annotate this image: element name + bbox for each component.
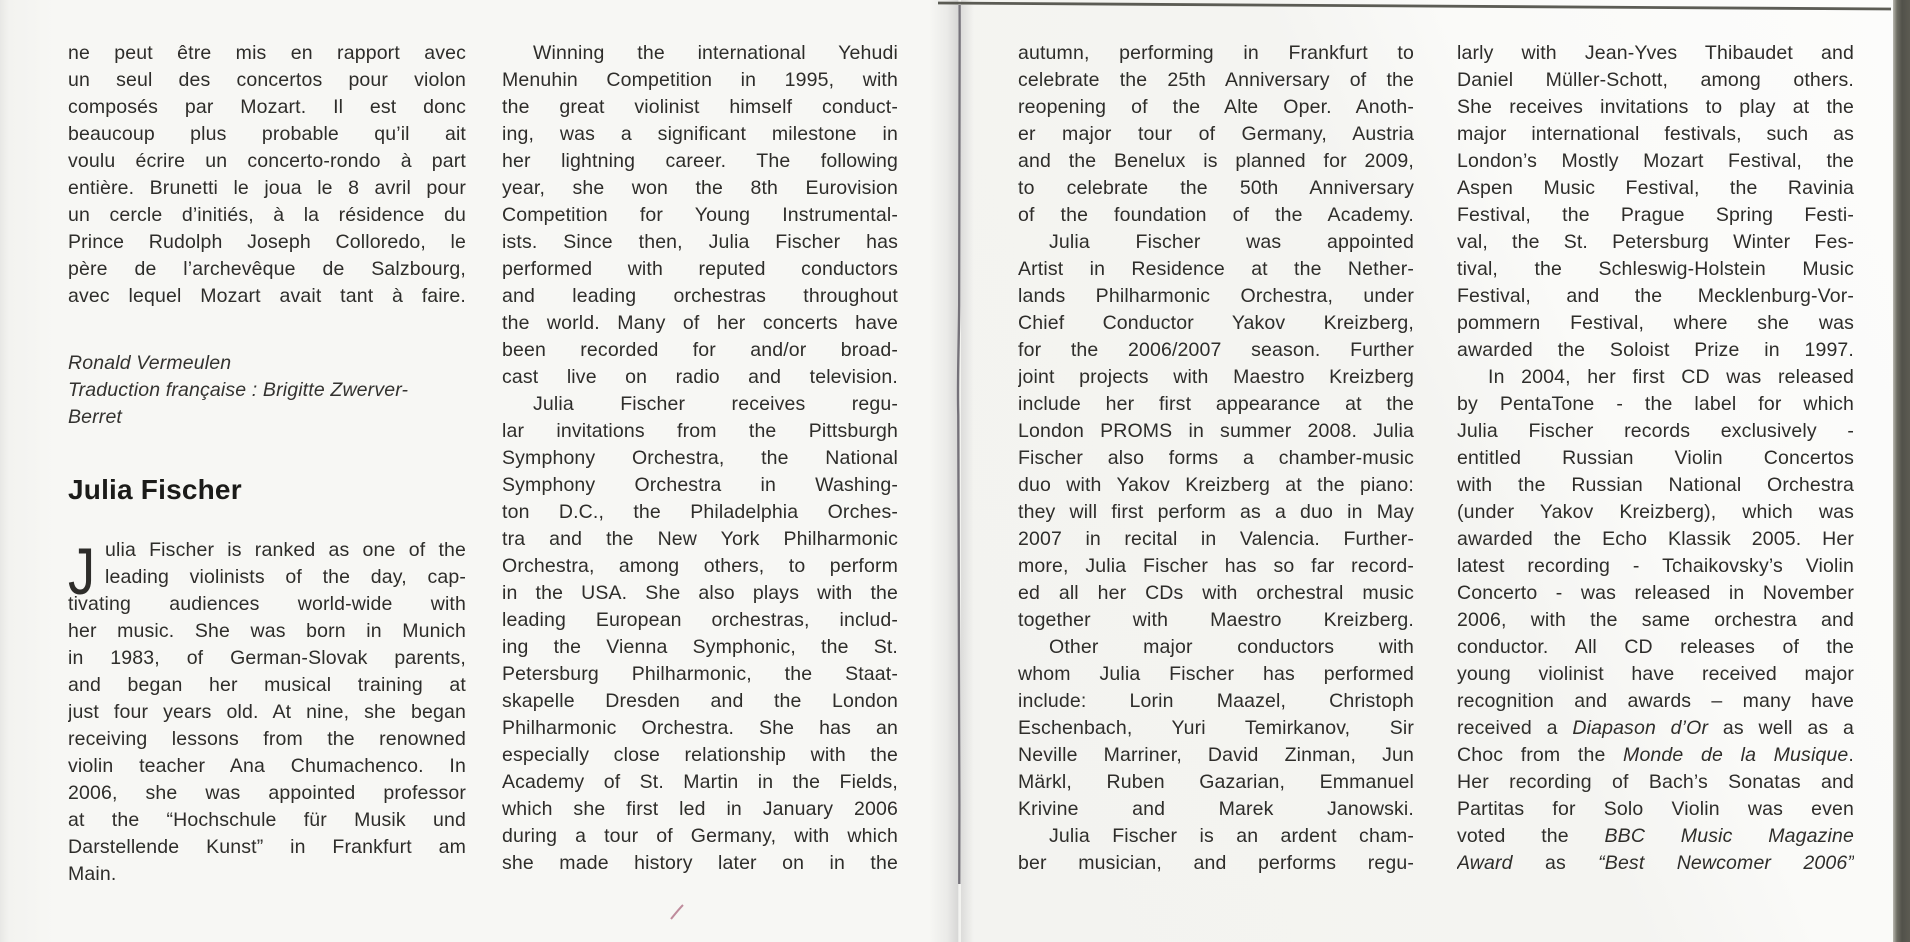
text-segment: major international festivals, such as	[1457, 123, 1854, 145]
text-segment: ton D.C., the Philadelphia Orches-	[502, 501, 898, 523]
text-line	[502, 850, 898, 877]
text-line	[502, 742, 898, 769]
text-segment: just four years old. At nine, she began	[68, 701, 466, 723]
text-line	[1457, 94, 1854, 121]
text-line	[68, 175, 466, 202]
text-line	[1018, 526, 1414, 553]
text-segment: year, she won the 8th Eurovision	[502, 177, 898, 199]
text-segment: pommern Festival, where she was	[1457, 312, 1854, 334]
text-segment: conductor. All CD releases of the	[1457, 636, 1854, 658]
text-line	[68, 283, 466, 310]
text-line	[502, 472, 898, 499]
text-segment: Winning the international Yehudi	[533, 42, 898, 64]
text-segment: lar invitations from the Pittsburgh	[502, 420, 898, 442]
text-segment: during a tour of Germany, with which	[502, 825, 898, 847]
text-line	[68, 753, 466, 780]
text-segment: skapelle Dresden and the London	[502, 690, 898, 712]
text-segment: Petersburg Philharmonic, the Staat-	[502, 663, 898, 685]
text-line	[1018, 202, 1414, 229]
text-segment: Festival, the Prague Spring Festi-	[1457, 204, 1854, 226]
text-line	[502, 580, 898, 607]
drop-cap: J	[68, 535, 96, 609]
text-segment: entitled Russian Violin Concertos	[1457, 447, 1854, 469]
text-segment: Darstellende Kunst” in Frankfurt am	[68, 836, 466, 858]
text-segment: Julia Fischer	[68, 474, 242, 505]
text-segment: leading European orchestras, includ-	[502, 609, 898, 631]
text-segment: ists. Since then, Julia Fischer has	[502, 231, 898, 253]
text-line	[502, 40, 898, 67]
text-segment: latest recording - Tchaikovsky’s Violin	[1457, 555, 1854, 577]
text-line	[1457, 742, 1854, 769]
text-segment: Partitas for Solo Violin was even	[1457, 798, 1854, 820]
text-line	[1018, 256, 1414, 283]
text-line	[1457, 283, 1854, 310]
text-segment: Artist in Residence at the Nether-	[1018, 258, 1414, 280]
text-segment: tival, the Schleswig-Holstein Music	[1457, 258, 1854, 280]
text-segment: Main.	[68, 863, 117, 885]
text-segment: with the Russian National Orchestra	[1457, 474, 1854, 496]
text-line	[502, 337, 898, 364]
text-segment: Festival, and the Mecklenburg-Vor-	[1457, 285, 1854, 307]
text-segment: Concerto - was released in November	[1457, 582, 1854, 604]
text-line	[1018, 121, 1414, 148]
text-line	[502, 94, 898, 121]
text-line	[502, 175, 898, 202]
text-line	[1457, 634, 1854, 661]
text-segment: duo with Yakov Kreizberg at the piano:	[1018, 474, 1414, 496]
text-segment: tivating audiences world-wide with	[68, 593, 466, 615]
text-segment: in the USA. She also plays with the	[502, 582, 898, 604]
italic-text: Award	[1457, 852, 1513, 874]
text-line	[1457, 607, 1854, 634]
text-segment: performed with reputed conductors	[502, 258, 898, 280]
text-column-2	[502, 40, 898, 877]
text-segment: Other major conductors with	[1049, 636, 1414, 658]
text-line	[68, 474, 466, 506]
text-line	[68, 537, 466, 564]
text-line	[68, 256, 466, 283]
text-line	[502, 229, 898, 256]
text-line	[1457, 418, 1854, 445]
text-segment: val, the St. Petersburg Winter Fes-	[1457, 231, 1854, 253]
text-line	[1018, 688, 1414, 715]
text-line	[68, 645, 466, 672]
text-segment: Fischer also forms a chamber-music	[1018, 447, 1414, 469]
text-line	[1018, 769, 1414, 796]
text-line	[502, 418, 898, 445]
text-line	[1018, 634, 1414, 661]
text-segment: tra and the New York Philharmonic	[502, 528, 898, 550]
text-segment: London’s Mostly Mozart Festival, the	[1457, 150, 1854, 172]
text-line	[1457, 121, 1854, 148]
paragraph	[1457, 40, 1854, 364]
text-segment: entière. Brunetti le joua le 8 avril pour	[68, 177, 466, 199]
text-segment: Daniel Müller-Schott, among others.	[1457, 69, 1854, 91]
text-column-3	[1018, 40, 1414, 877]
text-segment: for the 2006/2007 season. Further	[1018, 339, 1414, 361]
text-segment: include her first appearance at the	[1018, 393, 1414, 415]
text-line	[1018, 796, 1414, 823]
text-segment: as well as a	[1708, 717, 1854, 739]
text-line	[1018, 229, 1414, 256]
text-segment: Märkl, Ruben Gazarian, Emmanuel	[1018, 771, 1414, 793]
italic-text: “Best Newcomer 2006”	[1598, 852, 1854, 874]
text-segment: her lightning career. The following	[502, 150, 898, 172]
text-segment: In 2004, her first CD was released	[1488, 366, 1854, 388]
text-line	[68, 591, 466, 618]
text-line	[1457, 823, 1854, 850]
text-line	[502, 283, 898, 310]
text-segment: they will first perform as a duo in May	[1018, 501, 1414, 523]
text-line	[502, 715, 898, 742]
text-line	[1018, 823, 1414, 850]
text-line	[1018, 364, 1414, 391]
text-line	[1457, 391, 1854, 418]
text-line	[1457, 796, 1854, 823]
text-line	[502, 121, 898, 148]
text-segment: especially close relationship with the	[502, 744, 898, 766]
text-line	[1457, 148, 1854, 175]
scan-edge-right	[1893, 0, 1910, 942]
text-line	[1457, 40, 1854, 67]
text-segment: her music. She was born in Munich	[68, 620, 466, 642]
paragraph	[68, 537, 466, 888]
text-line	[68, 861, 466, 888]
text-line	[1457, 769, 1854, 796]
text-line	[1457, 67, 1854, 94]
text-segment: and leading orchestras throughout	[502, 285, 898, 307]
text-segment: which she first led in January 2006	[502, 798, 898, 820]
text-line	[1457, 202, 1854, 229]
paragraph	[68, 350, 466, 431]
text-segment: Prince Rudolph Joseph Colloredo, le	[68, 231, 466, 253]
text-segment: larly with Jean-Yves Thibaudet and	[1457, 42, 1854, 64]
text-segment: include: Lorin Maazel, Christoph	[1018, 690, 1414, 712]
paragraph	[1018, 823, 1414, 877]
text-line	[68, 121, 466, 148]
text-segment: celebrate the 25th Anniversary of the	[1018, 69, 1414, 91]
text-segment: at the “Hochschule für Musik und	[68, 809, 466, 831]
text-segment: of the foundation of the Academy.	[1018, 204, 1414, 226]
text-segment: Julia Fischer was appointed	[1049, 231, 1414, 253]
text-line	[1457, 337, 1854, 364]
text-segment: whom Julia Fischer has performed	[1018, 663, 1414, 685]
text-line	[68, 699, 466, 726]
text-line	[1018, 742, 1414, 769]
text-line	[502, 364, 898, 391]
text-segment: Orchestra, among others, to perform	[502, 555, 898, 577]
text-segment: young violinist have received major	[1457, 663, 1854, 685]
text-line	[1018, 553, 1414, 580]
text-segment: Her recording of Bach’s Sonatas and	[1457, 771, 1854, 793]
text-segment: Berret	[68, 406, 123, 428]
paragraph	[1018, 229, 1414, 634]
text-segment: voulu écrire un concerto-rondo à part	[68, 150, 466, 172]
text-line	[1018, 445, 1414, 472]
text-segment: Julia Fischer receives regu-	[533, 393, 898, 415]
text-line	[68, 350, 466, 377]
text-line	[68, 229, 466, 256]
text-segment: Neville Marriner, David Zinman, Jun	[1018, 744, 1414, 766]
text-segment: London PROMS in summer 2008. Julia	[1018, 420, 1414, 442]
paragraph	[1018, 40, 1414, 229]
text-line	[502, 823, 898, 850]
text-line	[68, 94, 466, 121]
text-segment: Chief Conductor Yakov Kreizberg,	[1018, 312, 1414, 334]
text-segment: ne peut être mis en rapport avec	[68, 42, 466, 64]
text-segment: recognition and awards – many have	[1457, 690, 1854, 712]
text-line	[1457, 688, 1854, 715]
text-line	[1457, 850, 1854, 877]
text-line	[1018, 67, 1414, 94]
text-line	[502, 67, 898, 94]
text-segment: violin teacher Ana Chumachenco. In	[68, 755, 466, 777]
text-segment: père de l’archevêque de Salzbourg,	[68, 258, 466, 280]
text-line	[1018, 283, 1414, 310]
text-line	[502, 634, 898, 661]
text-line	[1018, 661, 1414, 688]
text-segment: and began her musical training at	[68, 674, 466, 696]
text-segment: the great violinist himself conduct-	[502, 96, 898, 118]
text-line	[502, 148, 898, 175]
text-segment: Krivine and Marek Janowski.	[1018, 798, 1414, 820]
text-segment: lands Philharmonic Orchestra, under	[1018, 285, 1414, 307]
text-segment: been recorded for and/or broad-	[502, 339, 898, 361]
text-line	[68, 377, 466, 404]
text-line	[502, 445, 898, 472]
text-segment: received a	[1457, 717, 1573, 739]
text-line	[68, 807, 466, 834]
text-segment: Eschenbach, Yuri Temirkanov, Sir	[1018, 717, 1414, 739]
text-line	[1018, 175, 1414, 202]
paragraph	[502, 40, 898, 391]
text-line	[1018, 94, 1414, 121]
text-segment: the world. Many of her concerts have	[502, 312, 898, 334]
text-line	[68, 40, 466, 67]
text-segment: more, Julia Fischer has so far record-	[1018, 555, 1414, 577]
text-segment: cast live on radio and television.	[502, 366, 898, 388]
text-line	[1018, 715, 1414, 742]
text-segment: reopening of the Alte Oper. Anoth-	[1018, 96, 1414, 118]
text-segment: Aspen Music Festival, the Ravinia	[1457, 177, 1854, 199]
text-line	[1457, 580, 1854, 607]
text-line	[502, 607, 898, 634]
text-segment: ber musician, and performs regu-	[1018, 852, 1414, 874]
text-line	[502, 202, 898, 229]
text-segment: Ronald Vermeulen	[68, 352, 232, 374]
text-line	[1018, 850, 1414, 877]
text-segment: .	[1848, 744, 1854, 766]
text-line	[1018, 499, 1414, 526]
text-segment: Philharmonic Orchestra. She has an	[502, 717, 898, 739]
text-segment: 2007 in recital in Valencia. Further-	[1018, 528, 1414, 550]
text-line	[502, 553, 898, 580]
text-line	[502, 688, 898, 715]
text-segment: 2006, with the same orchestra and	[1457, 609, 1854, 631]
text-segment: Traduction française : Brigitte Zwerver-	[68, 379, 409, 401]
text-line	[1457, 661, 1854, 688]
text-line	[68, 618, 466, 645]
text-segment: composés par Mozart. Il est donc	[68, 96, 466, 118]
text-segment: un cercle d’initiés, à la résidence du	[68, 204, 466, 226]
text-line	[1457, 445, 1854, 472]
text-segment: Julia Fischer records exclusively -	[1457, 420, 1854, 442]
text-line	[1018, 391, 1414, 418]
text-line	[1457, 229, 1854, 256]
text-line	[502, 391, 898, 418]
text-line	[68, 404, 466, 431]
text-line	[1457, 364, 1854, 391]
text-line	[68, 564, 466, 591]
text-line	[1018, 148, 1414, 175]
text-segment: and the Benelux is planned for 2009,	[1018, 150, 1414, 172]
text-line	[1457, 553, 1854, 580]
text-line	[1457, 175, 1854, 202]
text-segment: Julia Fischer is an ardent cham-	[1049, 825, 1414, 847]
text-line	[1018, 472, 1414, 499]
paragraph	[1018, 634, 1414, 823]
text-segment: Symphony Orchestra in Washing-	[502, 474, 898, 496]
text-line	[68, 67, 466, 94]
text-line	[1457, 472, 1854, 499]
text-line	[502, 310, 898, 337]
text-segment: ulia Fischer is ranked as one of the	[105, 539, 466, 561]
text-segment: ed all her CDs with orchestral music	[1018, 582, 1414, 604]
text-line	[502, 256, 898, 283]
paragraph	[502, 391, 898, 877]
text-line	[502, 769, 898, 796]
text-segment: awarded the Echo Klassik 2005. Her	[1457, 528, 1854, 550]
text-line	[502, 526, 898, 553]
text-segment: receiving lessons from the renowned	[68, 728, 466, 750]
text-segment: (under Yakov Kreizberg), which was	[1457, 501, 1854, 523]
text-segment: un seul des concertos pour violon	[68, 69, 466, 91]
text-line	[68, 672, 466, 699]
text-segment: Menuhin Competition in 1995, with	[502, 69, 898, 91]
text-segment: awarded the Soloist Prize in 1997.	[1457, 339, 1854, 361]
text-segment: beaucoup plus probable qu’il ait	[68, 123, 466, 145]
text-segment: leading violinists of the day, cap-	[105, 566, 466, 588]
text-line	[1018, 607, 1414, 634]
text-segment: by PentaTone - the label for which	[1457, 393, 1854, 415]
text-segment: to celebrate the 50th Anniversary	[1018, 177, 1414, 199]
text-line	[1018, 337, 1414, 364]
text-line	[1018, 418, 1414, 445]
text-segment: together with Maestro Kreizberg.	[1018, 609, 1414, 631]
text-segment: Competition for Young Instrumental-	[502, 204, 898, 226]
italic-text: Monde de la Musique	[1623, 744, 1849, 766]
text-column-4	[1457, 40, 1854, 877]
text-segment: she made history later on in the	[502, 852, 898, 874]
text-segment: 2006, she was appointed professor	[68, 782, 466, 804]
text-line	[1018, 310, 1414, 337]
text-line	[68, 834, 466, 861]
text-segment: Choc from the	[1457, 744, 1624, 766]
text-column-1	[68, 40, 466, 888]
text-line	[1018, 40, 1414, 67]
text-segment: voted the	[1457, 825, 1605, 847]
text-segment: er major tour of Germany, Austria	[1018, 123, 1414, 145]
text-segment: She receives invitations to play at the	[1457, 96, 1854, 118]
text-segment: autumn, performing in Frankfurt to	[1018, 42, 1414, 64]
text-line	[502, 796, 898, 823]
text-line	[1457, 715, 1854, 742]
text-line	[1018, 580, 1414, 607]
text-segment: in 1983, of German-Slovak parents,	[68, 647, 466, 669]
text-line	[502, 499, 898, 526]
text-line	[68, 202, 466, 229]
text-segment: ing the Vienna Symphonic, the St.	[502, 636, 898, 658]
text-segment: Symphony Orchestra, the National	[502, 447, 898, 469]
section-heading	[68, 474, 466, 506]
text-line	[68, 780, 466, 807]
italic-text: BBC Music Magazine	[1604, 825, 1854, 847]
text-line	[1457, 526, 1854, 553]
text-line	[1457, 256, 1854, 283]
text-line	[1457, 310, 1854, 337]
text-segment: ing, was a significant milestone in	[502, 123, 898, 145]
text-segment: joint projects with Maestro Kreizberg	[1018, 366, 1414, 388]
text-line	[68, 726, 466, 753]
italic-text: Diapason d’Or	[1572, 717, 1709, 739]
text-line	[68, 148, 466, 175]
text-line	[1457, 499, 1854, 526]
text-segment: as	[1512, 852, 1599, 874]
paragraph	[68, 40, 466, 310]
text-line	[502, 661, 898, 688]
text-segment: Academy of St. Martin in the Fields,	[502, 771, 898, 793]
paragraph	[1457, 364, 1854, 877]
text-segment: avec lequel Mozart avait tant à faire.	[68, 285, 466, 307]
